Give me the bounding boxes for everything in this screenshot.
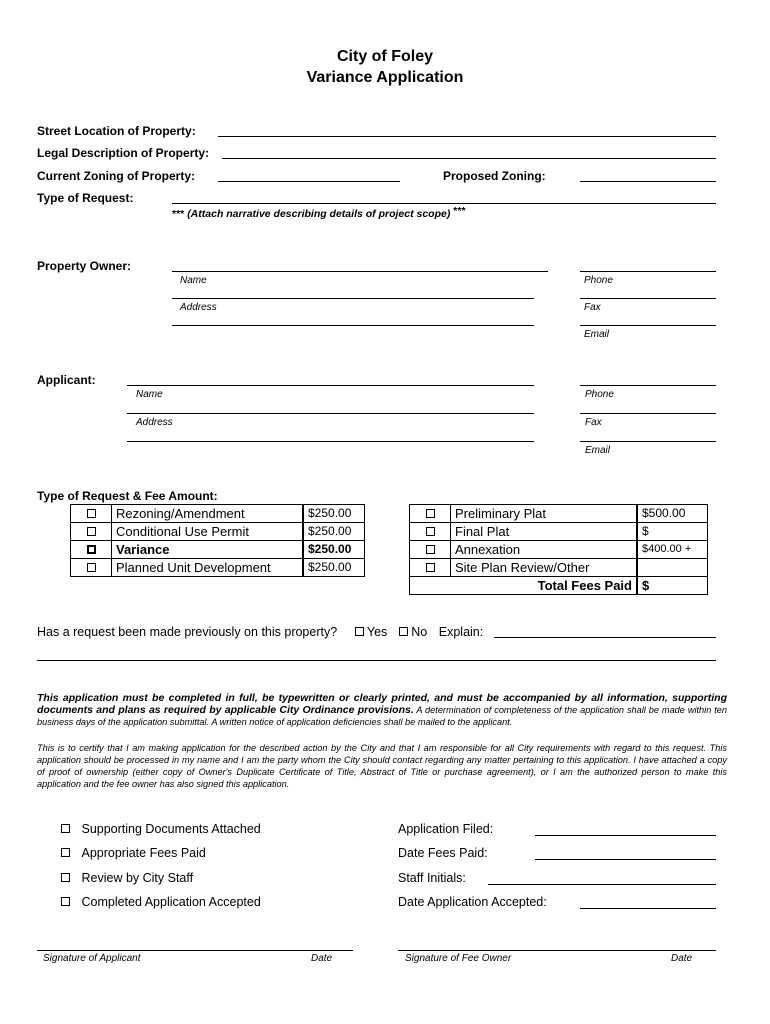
street-location-field[interactable] (218, 136, 716, 137)
annexation-checkbox[interactable] (426, 545, 435, 554)
variance-checkbox[interactable] (87, 545, 96, 554)
supporting-docs-checkbox[interactable] (61, 824, 70, 833)
current-zoning-label: Current Zoning of Property: (37, 169, 195, 183)
fee-row (71, 541, 365, 559)
notice-paragraph (37, 692, 727, 728)
owner-date-caption: Date (671, 953, 693, 964)
narrative-note (172, 205, 466, 220)
notice-bold: This application must be completed in full, be typewritten or clearly printed, and must be accompanied by all information, supporting documents and plans as required by applicable City Ordinance provisions. (37, 692, 727, 716)
page-subtitle: Variance Application (306, 69, 464, 86)
fee-row (71, 505, 365, 523)
fee-label: Rezoning/Amendment (112, 505, 304, 523)
fee-row (71, 559, 365, 577)
applicant-email-caption: Email (585, 445, 611, 456)
narrative-note-text: (Attach narrative describing details of project scope) (187, 208, 451, 220)
staff-initials-label: Staff Initials: (398, 871, 466, 885)
applicant-fax-caption: Fax (585, 417, 602, 428)
no-label: No (411, 625, 428, 639)
fees-heading: Type of Request & Fee Amount: (37, 489, 218, 503)
date-fees-paid-field[interactable] (535, 859, 716, 860)
check-label: Appropriate Fees Paid (81, 846, 206, 860)
date-accepted-label: Date Application Accepted: (398, 895, 547, 909)
fee-row (71, 523, 365, 541)
fee-amount (637, 559, 708, 577)
owner-email-field[interactable] (580, 325, 716, 326)
fee-row (410, 559, 708, 577)
owner-address-field[interactable] (172, 298, 534, 299)
yes-checkbox[interactable] (355, 627, 364, 636)
check-label: Supporting Documents Attached (81, 822, 261, 836)
fee-amount: $400.00 + (637, 541, 708, 559)
owner-fax-caption: Fax (584, 302, 601, 313)
property-owner-label: Property Owner: (37, 259, 132, 273)
rezoning-checkbox[interactable] (87, 509, 96, 518)
fee-amount: $250.00 (303, 559, 365, 577)
staff-initials-field[interactable] (488, 884, 716, 885)
fee-amount: $250.00 (303, 541, 365, 559)
owner-address-caption: Address (180, 302, 217, 313)
page-title: City of Foley (336, 48, 433, 65)
proposed-zoning-label: Proposed Zoning: (443, 169, 546, 183)
fee-row (410, 541, 708, 559)
applicant-date-caption: Date (311, 953, 333, 964)
fee-checkbox-cell[interactable] (410, 505, 451, 523)
fee-checkbox-cell[interactable] (71, 541, 112, 559)
owner-fax-field[interactable] (580, 298, 716, 299)
owner-phone-field[interactable] (580, 271, 716, 272)
check-label: Completed Application Accepted (81, 895, 261, 909)
explain-field[interactable] (494, 637, 716, 638)
review-staff-checkbox[interactable] (61, 873, 70, 882)
check-fees-paid (61, 846, 206, 860)
yes-label: Yes (366, 625, 388, 639)
fee-amount: $250.00 (303, 505, 365, 523)
fee-checkbox-cell[interactable] (71, 505, 112, 523)
fee-label: Conditional Use Permit (112, 523, 304, 541)
applicant-name-caption: Name (136, 389, 163, 400)
owner-email-caption: Email (584, 329, 610, 340)
legal-description-label: Legal Description of Property: (37, 146, 210, 160)
applicant-email-field[interactable] (580, 441, 716, 442)
applicant-address-field[interactable] (127, 413, 534, 414)
fee-row (410, 523, 708, 541)
current-zoning-field[interactable] (218, 181, 400, 182)
legal-description-field[interactable] (222, 158, 716, 159)
applicant-signature-line[interactable] (37, 950, 353, 951)
no-checkbox[interactable] (399, 627, 408, 636)
previous-request-row (37, 625, 483, 639)
conditional-use-checkbox[interactable] (87, 527, 96, 536)
applicant-address-caption: Address (136, 417, 173, 428)
street-location-label: Street Location of Property: (37, 124, 196, 138)
owner-address-line2[interactable] (172, 325, 534, 326)
accepted-checkbox[interactable] (61, 897, 70, 906)
notice-rest: A determination of completeness of the application shall be made within ten business days of the application submittal. A written notice of application deficiencies shall be mailed to the applicant. (37, 705, 727, 727)
fee-row (410, 505, 708, 523)
previous-request-question: Has a request been made previously on this property? (37, 625, 338, 639)
fees-paid-checkbox[interactable] (61, 848, 70, 857)
fees-table-right (409, 504, 708, 595)
fee-checkbox-cell[interactable] (410, 541, 451, 559)
owner-phone-caption: Phone (584, 275, 613, 286)
total-fees-value[interactable]: $ (637, 577, 708, 595)
fee-label: Planned Unit Development (112, 559, 304, 577)
owner-name-caption: Name (180, 275, 207, 286)
fee-label: Annexation (451, 541, 638, 559)
check-accepted (61, 895, 261, 909)
applicant-phone-field[interactable] (580, 385, 716, 386)
final-plat-checkbox[interactable] (426, 527, 435, 536)
fee-checkbox-cell[interactable] (410, 523, 451, 541)
fee-checkbox-cell[interactable] (71, 559, 112, 577)
total-row (410, 577, 708, 595)
fee-label: Site Plan Review/Other (451, 559, 638, 577)
date-fees-paid-label: Date Fees Paid: (398, 846, 488, 860)
narrative-stars-right: *** (453, 205, 466, 217)
applicant-fax-field[interactable] (580, 413, 716, 414)
applicant-name-field[interactable] (127, 385, 534, 386)
fee-checkbox-cell[interactable] (71, 523, 112, 541)
fee-label: Final Plat (451, 523, 638, 541)
site-plan-checkbox[interactable] (426, 563, 435, 572)
check-review-staff (61, 871, 193, 885)
type-of-request-field[interactable] (172, 203, 716, 204)
type-of-request-label: Type of Request: (37, 191, 134, 205)
check-supporting-docs (61, 822, 261, 836)
check-label: Review by City Staff (81, 871, 194, 885)
applicant-signature-caption: Signature of Applicant (43, 953, 141, 964)
application-filed-field[interactable] (535, 835, 716, 836)
total-fees-label: Total Fees Paid (451, 577, 638, 595)
fee-amount: $250.00 (303, 523, 365, 541)
owner-signature-caption: Signature of Fee Owner (405, 953, 512, 964)
proposed-zoning-field[interactable] (580, 181, 716, 182)
explain-label: Explain: (438, 625, 484, 639)
fee-amount: $ (637, 523, 708, 541)
owner-name-field[interactable] (172, 271, 548, 272)
fee-label: Variance (112, 541, 304, 559)
narrative-stars-left: *** (172, 208, 185, 220)
fees-table-left (70, 504, 365, 577)
preliminary-plat-checkbox[interactable] (426, 509, 435, 518)
applicant-label: Applicant: (37, 373, 96, 387)
fee-checkbox-cell[interactable] (410, 559, 451, 577)
certify-paragraph: This is to certify that I am making application for the described action by the City and that I am responsible for all City requirements with regard to this request. This application should be processed in my name and I am the party whom the City should contact regarding any matter pertaining to this application. I have attached a copy of proof of ownership (either copy of Owner's Duplicate Certificate of Title, Abstract of Title or purchase agreement), or I am the authorized person to make this application and the fee owner has also signed this application. (37, 743, 727, 789)
explain-field-line2[interactable] (37, 660, 716, 661)
date-accepted-field[interactable] (580, 908, 716, 909)
applicant-address-line2[interactable] (127, 441, 534, 442)
fee-label: Preliminary Plat (451, 505, 638, 523)
application-filed-label: Application Filed: (398, 822, 494, 836)
owner-signature-line[interactable] (398, 950, 716, 951)
applicant-phone-caption: Phone (585, 389, 614, 400)
fee-amount: $500.00 (637, 505, 708, 523)
pud-checkbox[interactable] (87, 563, 96, 572)
